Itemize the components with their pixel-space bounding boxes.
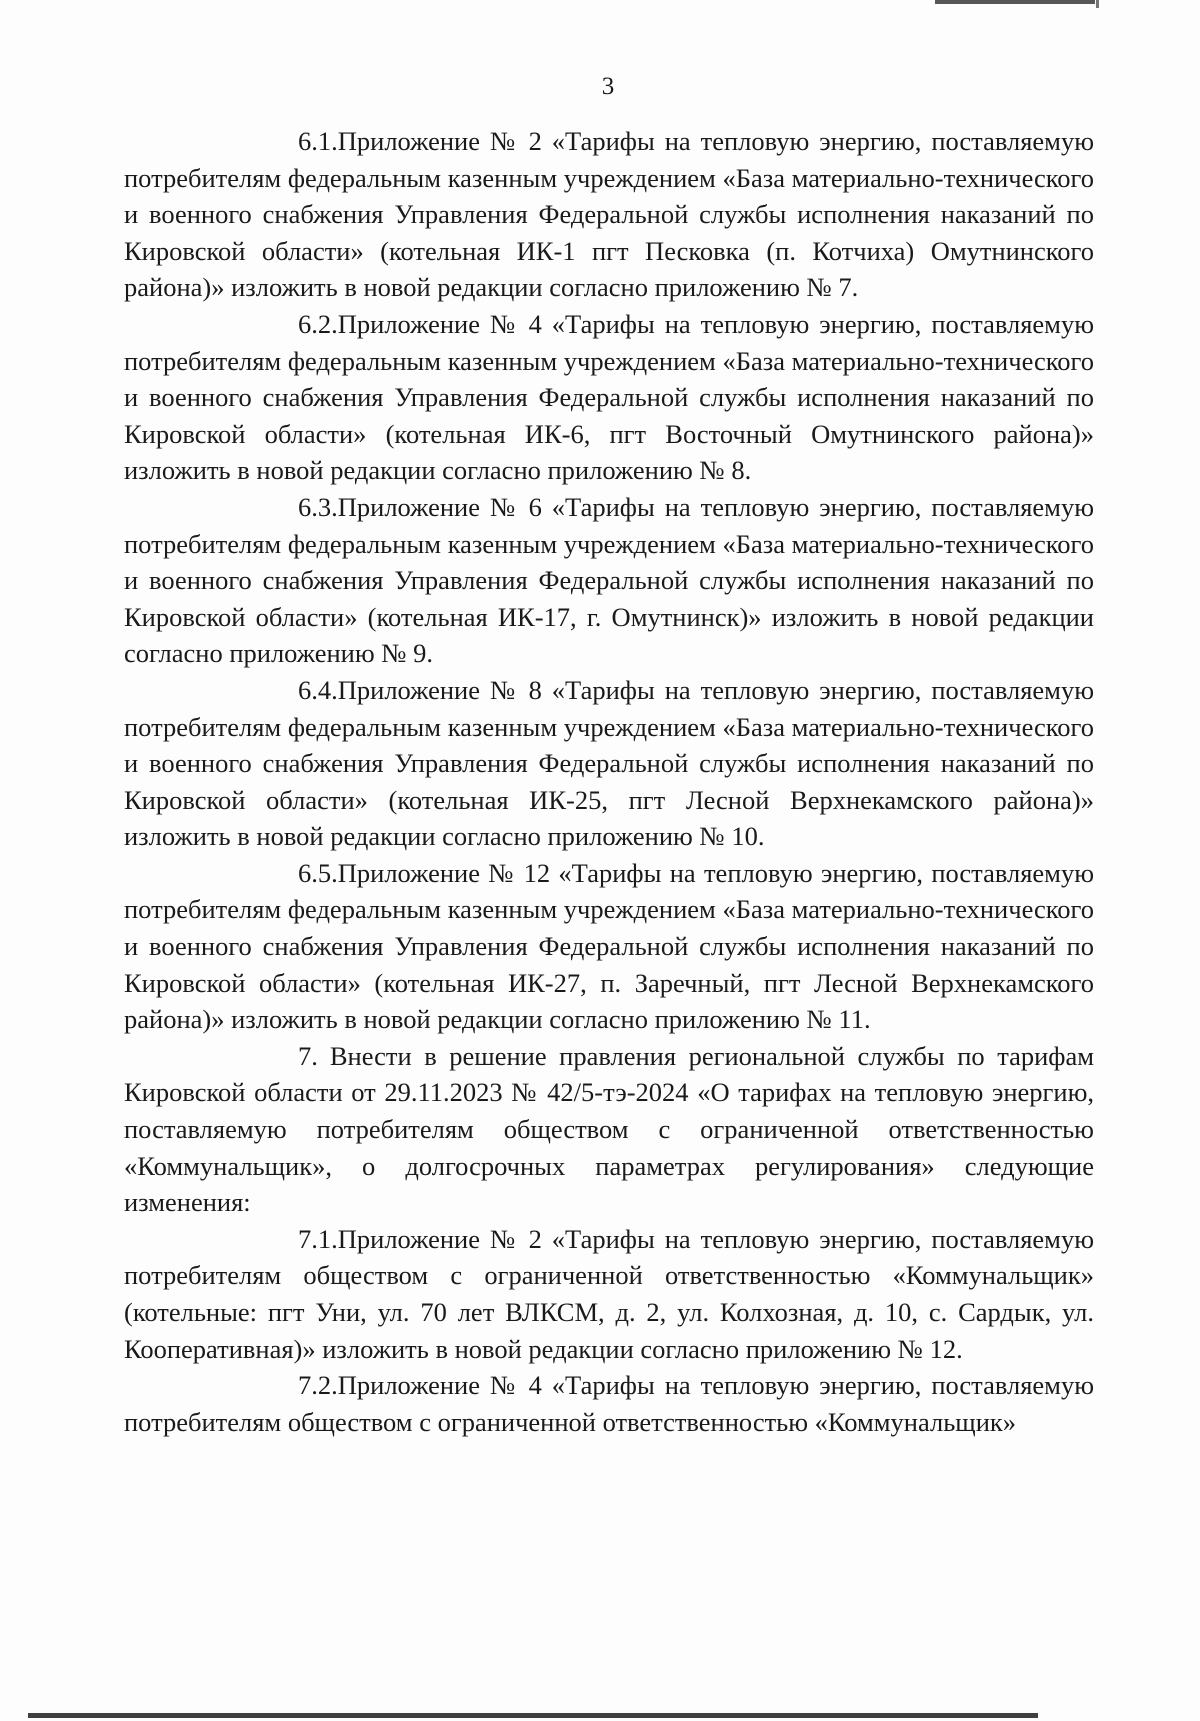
paragraph-text: Приложение № 2 «Тарифы на тепловую энергию, поставляемую потребителям обществом с ограниченной ответственностью «Коммунальщик» (котельные: пгт Уни, ул. 70 лет ВЛКСМ, д. 2, ул. Колхозная, д. 10, с. Сардык, ул. Кооперативная)» изложить в новой редакции согласно приложению № 12. <box>124 1223 1094 1364</box>
scan-edge-mark-bottom <box>28 1713 1038 1718</box>
paragraph-number: 6.3. <box>298 491 338 522</box>
paragraph-7 <box>124 1038 1094 1221</box>
paragraph-text: Приложение № 8 «Тарифы на тепловую энергию, поставляемую потребителям федеральным казенным учреждением «База материально-технического и военного снабжения Управления Федеральной службы исполнения наказаний по Кировской области» (котельная ИК-25, пгт Лесной Верхнекамского района)» изложить в новой редакции согласно приложению № 10. <box>124 674 1094 852</box>
paragraph-6-4 <box>124 672 1094 855</box>
paragraph-number: 6.5. <box>298 857 338 888</box>
scan-edge-tick-top <box>1096 0 1099 8</box>
paragraph-7-1 <box>124 1221 1094 1367</box>
paragraph-7-2 <box>124 1367 1094 1440</box>
paragraph-6-2 <box>124 306 1094 489</box>
paragraph-number: 6.4. <box>298 674 338 705</box>
paragraph-text: Приложение № 4 «Тарифы на тепловую энергию, поставляемую потребителям федеральным казенным учреждением «База материально-технического и военного снабжения Управления Федеральной службы исполнения наказаний по Кировской области» (котельная ИК-6, пгт Восточный Омутнинского района)» изложить в новой редакции согласно приложению № 8. <box>124 308 1094 486</box>
paragraph-number: 6.2. <box>298 308 338 339</box>
paragraph-text: Приложение № 12 «Тарифы на тепловую энергию, поставляемую потребителям федеральным казенным учреждением «База материально-технического и военного снабжения Управления Федеральной службы исполнения наказаний по Кировской области» (котельная ИК-27, п. Заречный, пгт Лесной Верхнекамского района)» изложить в новой редакции согласно приложению № 11. <box>124 857 1094 1035</box>
page-number: 3 <box>601 73 615 100</box>
paragraph-number: 7.1. <box>298 1223 338 1254</box>
paragraph-text: Приложение № 2 «Тарифы на тепловую энергию, поставляемую потребителям федеральным казенным учреждением «База материально-технического и военного снабжения Управления Федеральной службы исполнения наказаний по Кировской области» (котельная ИК-1 пгт Песковка (п. Котчиха) Омутнинского района)» изложить в новой редакции согласно приложению № 7. <box>124 126 1094 303</box>
scan-edge-mark-top <box>935 0 1095 4</box>
paragraph-text: Приложение № 6 «Тарифы на тепловую энергию, поставляемую потребителям федеральным казенным учреждением «База материально-технического и военного снабжения Управления Федеральной службы исполнения наказаний по Кировской области» (котельная ИК-17, г. Омутнинск)» изложить в новой редакции согласно приложению № 9. <box>124 491 1094 669</box>
paragraph-number: 7.2. <box>298 1370 338 1401</box>
paragraph-6-1 <box>124 123 1094 306</box>
paragraph-6-3 <box>124 489 1094 672</box>
document-body <box>124 123 1094 1440</box>
paragraph-text: Приложение № 4 «Тарифы на тепловую энергию, поставляемую потребителям обществом с ограниченной ответственностью «Коммунальщик» <box>124 1370 1094 1437</box>
paragraph-6-5 <box>124 855 1094 1038</box>
paragraph-text: Внести в решение правления региональной службы по тарифам Кировской области от 29.11.2023 № 42/5-тэ-2024 «О тарифах на тепловую энергию, поставляемую потребителям обществом с ограниченной ответственностью «Коммунальщик», о долгосрочных параметрах регулирования» следующие изменения: <box>124 1040 1094 1218</box>
paragraph-number: 6.1. <box>298 126 338 156</box>
paragraph-number: 7. <box>298 1040 318 1071</box>
